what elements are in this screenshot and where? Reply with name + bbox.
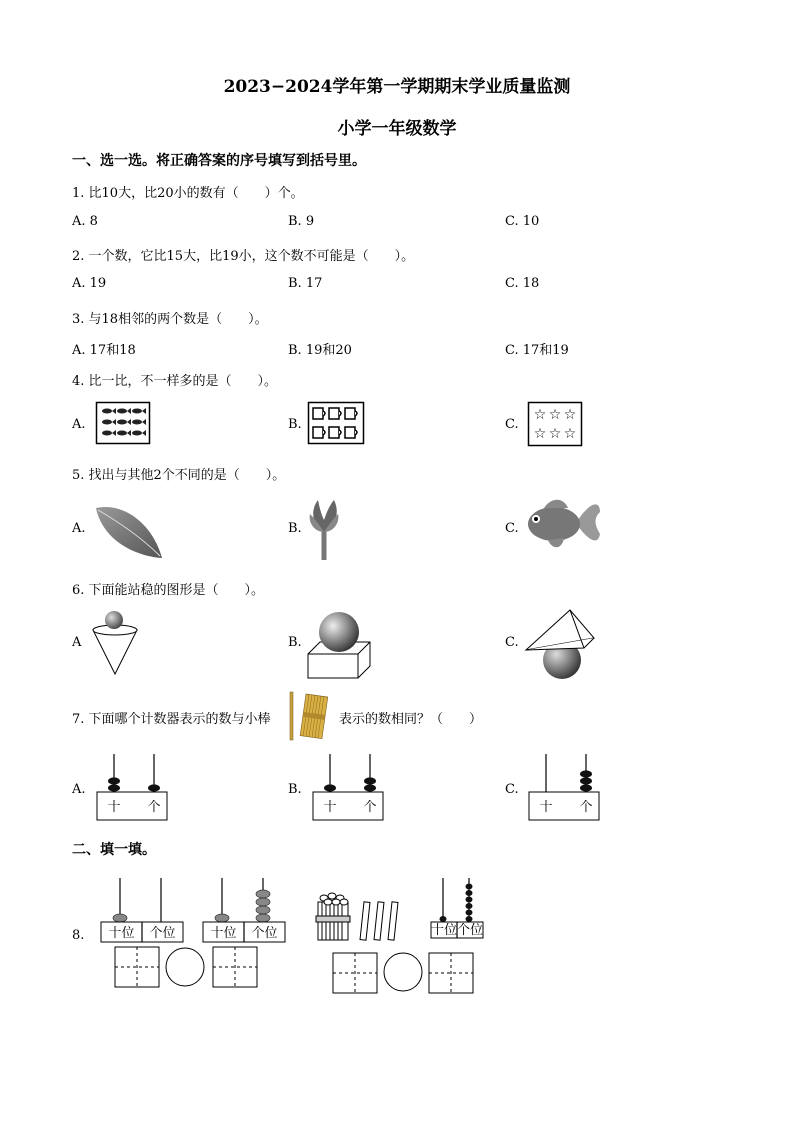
- abacus-bead: [215, 914, 229, 922]
- q2-option-a: A. 19: [72, 276, 107, 291]
- place-label-tens: 十位: [108, 926, 135, 941]
- question-2-stem: 2. 一个数，它比15大，比19小，这个数不可能是（ ）。: [72, 249, 415, 264]
- abacus-bead: [466, 897, 473, 903]
- page-title: 2023−2024学年第一学期期末学业质量监测: [223, 77, 571, 97]
- svg-text:☆: ☆: [548, 407, 562, 423]
- q4-option-a: A.: [72, 417, 86, 432]
- svg-text:☆: ☆: [563, 407, 577, 423]
- q7-option-b: B.: [288, 782, 302, 797]
- page-subtitle: 小学一年级数学: [337, 119, 457, 139]
- sphere-on-cone-icon: [90, 610, 140, 676]
- place-label-ones: 个位: [149, 926, 176, 941]
- q2-option-b: B. 17: [288, 276, 323, 291]
- q4-option-c: C.: [505, 417, 519, 432]
- stick-bundle-icon: [316, 888, 406, 944]
- answer-box-4[interactable]: [428, 952, 474, 994]
- q8-abacus-1: [100, 876, 184, 944]
- question-3-stem: 3. 与18相邻的两个数是（ ）。: [72, 312, 268, 327]
- abacus-bead: [466, 890, 473, 896]
- section-heading-2: 二、填一填。: [72, 842, 156, 858]
- q3-option-c: C. 17和19: [505, 343, 569, 358]
- abacus-bead: [256, 898, 270, 906]
- abacus-bead: [580, 784, 592, 791]
- question-6-stem: 6. 下面能站稳的图形是（ ）。: [72, 583, 265, 598]
- abacus-bead: [466, 910, 473, 916]
- place-label-tens: 十位: [430, 923, 458, 938]
- q5-option-c: C.: [505, 521, 519, 536]
- abacus-bead: [580, 770, 592, 777]
- abacus-label-tens: 十: [107, 800, 121, 815]
- abacus-bead: [256, 890, 270, 898]
- q8-abacus-3: [430, 876, 484, 944]
- abacus-bead: [364, 784, 376, 791]
- q7-option-a: A.: [72, 782, 86, 797]
- q6-option-b: B.: [288, 635, 302, 650]
- q3-option-a: A. 17和18: [72, 343, 136, 358]
- place-label-tens: 十位: [210, 926, 237, 941]
- q5-option-b: B.: [288, 521, 302, 536]
- svg-text:☆: ☆: [533, 407, 547, 423]
- abacus-label-ones: 个: [579, 800, 593, 815]
- flower-bud-icon: [304, 496, 344, 562]
- abacus-bead: [108, 784, 120, 791]
- abacus-bead: [580, 777, 592, 784]
- q1-option-a: A. 8: [72, 214, 98, 229]
- leaf-icon: [92, 502, 164, 560]
- compare-circle-1[interactable]: [164, 946, 206, 988]
- answer-box-2[interactable]: [212, 946, 258, 988]
- q6-option-c: C.: [505, 635, 519, 650]
- question-8-number: 8.: [72, 928, 85, 943]
- sticks-icon: [288, 690, 336, 742]
- abacus-label-tens: 十: [323, 800, 337, 815]
- q5-option-a: A.: [72, 521, 86, 536]
- abacus-bead: [466, 884, 473, 890]
- question-7-stem-after: 表示的数相同？（ ）: [339, 712, 483, 727]
- abacus-bead: [364, 777, 376, 784]
- stars-card-icon: [528, 402, 582, 446]
- cone-on-sphere-icon: [524, 608, 596, 682]
- cups-card-icon: [308, 402, 364, 444]
- sphere-on-cuboid-icon: [306, 610, 372, 680]
- q2-option-c: C. 18: [505, 276, 540, 291]
- abacus-bead: [113, 914, 127, 922]
- q7-abacus-c: [528, 752, 600, 822]
- q8-abacus-2: [202, 876, 286, 944]
- q1-option-b: B. 9: [288, 214, 315, 229]
- abacus-bead: [440, 916, 447, 922]
- abacus-bead: [324, 784, 336, 791]
- answer-box-3[interactable]: [332, 952, 378, 994]
- question-7-stem-before: 7. 下面哪个计数器表示的数与小棒: [72, 712, 271, 727]
- q1-option-c: C. 10: [505, 214, 540, 229]
- compare-circle-2[interactable]: [382, 952, 424, 994]
- fish-card-icon: [96, 402, 150, 444]
- abacus-bead: [466, 916, 473, 922]
- question-1-stem: 1. 比10大，比20小的数有（ ）个。: [72, 186, 304, 201]
- q6-option-a: A: [72, 635, 82, 650]
- goldfish-icon: [518, 494, 602, 552]
- abacus-label-ones: 个: [147, 800, 161, 815]
- q7-abacus-a: [96, 752, 168, 822]
- place-label-ones: 个位: [251, 926, 278, 941]
- abacus-bead: [256, 914, 270, 922]
- section-heading-1: 一、选一选。将正确答案的序号填写到括号里。: [72, 153, 366, 169]
- question-4-stem: 4. 比一比，不一样多的是（ ）。: [72, 374, 278, 389]
- svg-text:☆: ☆: [548, 426, 562, 442]
- abacus-bead: [256, 906, 270, 914]
- abacus-bead: [148, 784, 160, 791]
- q7-abacus-b: [312, 752, 384, 822]
- svg-text:☆: ☆: [533, 426, 547, 442]
- svg-text:☆: ☆: [563, 426, 577, 442]
- abacus-bead: [108, 777, 120, 784]
- place-label-ones: 个位: [456, 923, 484, 938]
- abacus-label-ones: 个: [363, 800, 377, 815]
- q3-option-b: B. 19和20: [288, 343, 352, 358]
- abacus-bead: [466, 903, 473, 909]
- q7-option-c: C.: [505, 782, 519, 797]
- q4-option-b: B.: [288, 417, 302, 432]
- question-5-stem: 5. 找出与其他2个不同的是（ ）。: [72, 468, 286, 483]
- abacus-label-tens: 十: [539, 800, 553, 815]
